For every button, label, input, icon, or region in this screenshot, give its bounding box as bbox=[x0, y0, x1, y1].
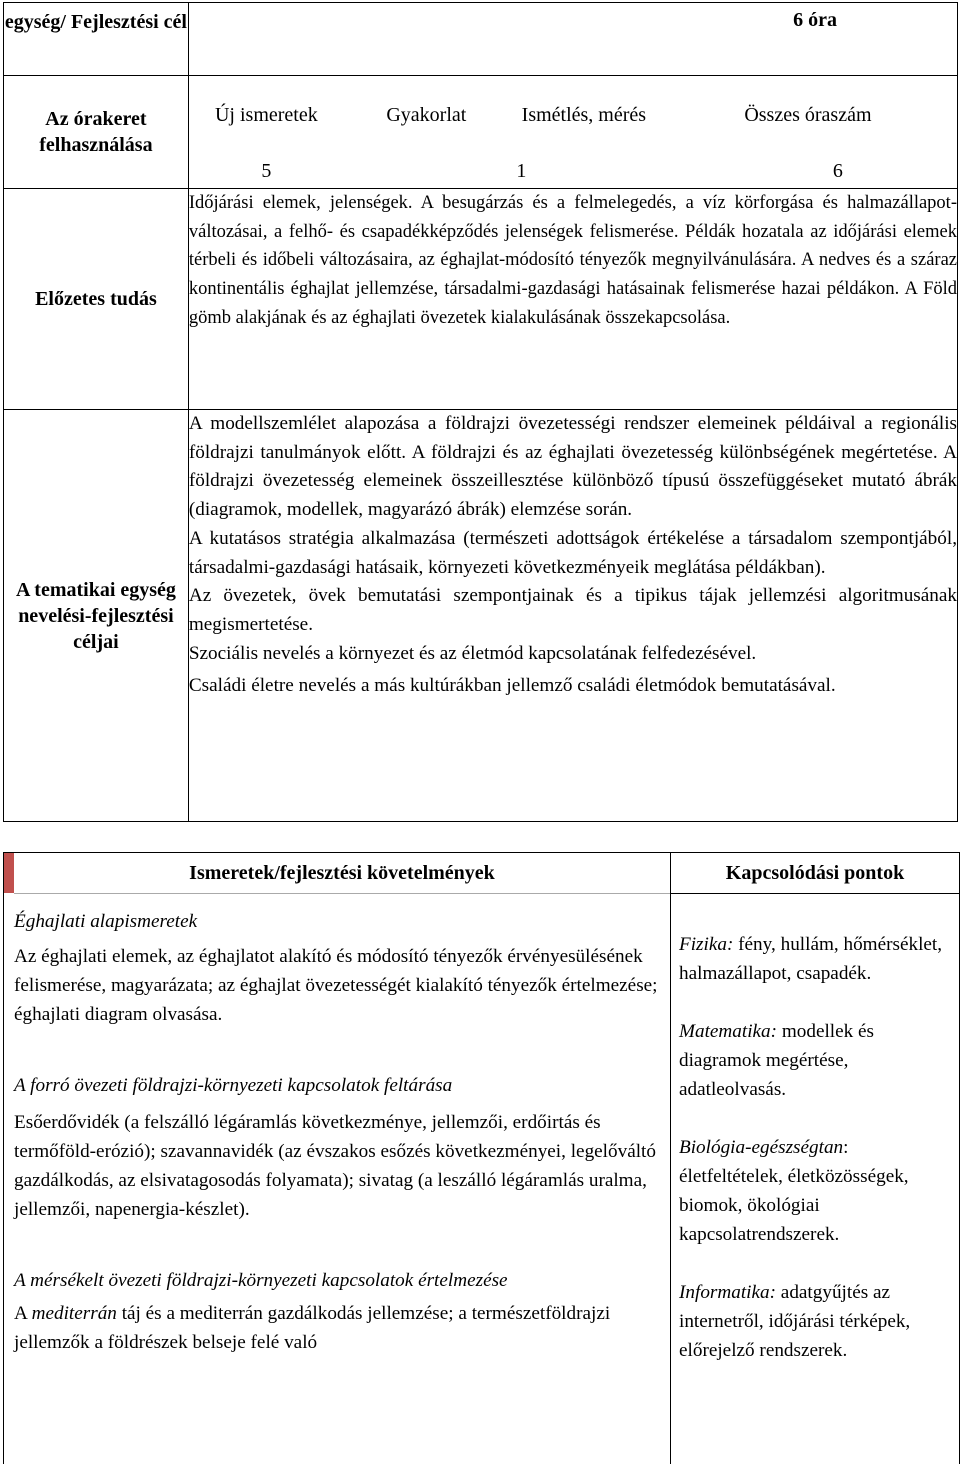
count-practice: 1 bbox=[516, 159, 527, 182]
goal-paragraph: Családi életre nevelés a más kultúrákban jellemző családi életmódok bemutatásával. bbox=[188, 675, 836, 697]
connection-biology: Biológia-egészségtan: életfeltételek, életközösségek, biomok, ökológiai kapcsolatrendszerek. bbox=[679, 1137, 909, 1245]
requirements-body bbox=[14, 894, 670, 1357]
section-text: Az éghajlati elemek, az éghajlatot alakító és módosító tényezők érvényesülésének felismerése, magyarázata; az éghajlat övezetességét kialakító tényezők értelmezése; éghajlati diagram olvasása. bbox=[14, 946, 658, 1025]
section-text: A mediterrán táj és a mediterrán gazdálkodás jellemzése; a természetföldrajzi jellemzők a földrészek belseje felé való bbox=[14, 1303, 611, 1353]
goals-cell bbox=[188, 410, 957, 822]
goal-paragraph: A kutatásos stratégia alkalmazása (természeti adottságok értékelése a társadalom szempontjából, társadalmi-gazdasági hatásaik, környezeti következményeik meglátása példákban). bbox=[188, 527, 957, 578]
hours-cell bbox=[188, 3, 957, 76]
header-new-knowledge: Új ismeretek bbox=[214, 104, 318, 126]
curriculum-header-table bbox=[3, 2, 958, 822]
prior-knowledge-label: Előzetes tudás bbox=[4, 189, 189, 410]
header-total: Összes óraszám bbox=[744, 104, 872, 126]
count-new-knowledge: 5 bbox=[261, 159, 272, 182]
connection-math: Matematika: modellek és diagramok megértése, adatleolvasás. bbox=[679, 1021, 875, 1100]
requirements-table bbox=[3, 852, 960, 1464]
connections-body bbox=[671, 894, 959, 1365]
hours-value: 6 óra bbox=[793, 9, 837, 31]
goal-paragraph: Szociális nevelés a környezet és az életmód kapcsolatának felfedezésével. bbox=[188, 642, 757, 664]
goal-paragraph: A modellszemlélet alapozása a földrajzi övezetességi rendszer elemeinek példáival a regionális földrajzi tanulmányok előtt. A földrajzi és az éghajlati övezetesség különbségének megértetése. A földrajzi övezetesség elemeinek összeillesztése különböző típusú összefüggéseket mutató ábrák (diagramok, modellek, magyarázó ábrák) elemzése során. bbox=[188, 413, 957, 521]
count-total: 6 bbox=[832, 159, 843, 182]
timeframe-subtable bbox=[189, 76, 957, 188]
connection-informatics: Informatika: adatgyűjtés az internetről, időjárási térképek, előrejelző rendszerek. bbox=[679, 1282, 911, 1361]
connections-header: Kapcsolódási pontok bbox=[671, 853, 959, 894]
goals-label: A tematikai egység nevelési-fejlesztési céljai bbox=[4, 410, 189, 822]
header-practice: Gyakorlat bbox=[386, 104, 467, 126]
timeframe-label: Az órakeret felhasználása bbox=[4, 76, 189, 189]
unit-label: egység/ Fejlesztési cél bbox=[4, 3, 189, 76]
section-title: A forró övezeti földrajzi-környezeti kapcsolatok feltárása bbox=[14, 1075, 453, 1096]
accent-bar bbox=[4, 853, 14, 893]
connections-column bbox=[671, 853, 959, 1365]
header-review: Ismétlés, mérés bbox=[521, 104, 647, 126]
requirements-column bbox=[14, 853, 670, 1357]
connection-physics: Fizika: fény, hullám, hőmérséklet, halmazállapot, csapadék. bbox=[679, 934, 943, 984]
section-text: Esőerdővidék (a felszálló légáramlás következménye, jellemzői, erdőirtás és termőföld-erózió); szavannavidék (az évszakos esőzés következményei, legelőváltó gazdálkodás, az elsivatagosodás folyamata); sivatag (a leszálló légáramlás uralma, jellemzői, napenergia-készlet). bbox=[14, 1112, 656, 1220]
section-title: A mérsékelt övezeti földrajzi-környezeti kapcsolatok értelmezése bbox=[14, 1270, 508, 1291]
requirements-header: Ismeretek/fejlesztési követelmények bbox=[14, 853, 670, 894]
timeframe-cell bbox=[188, 76, 957, 189]
section-title: Éghajlati alapismeretek bbox=[14, 911, 198, 932]
goal-paragraph: Az övezetek, övek bemutatási szempontjainak és a tipikus tájak jellemzési algoritmusának megismertetése. bbox=[188, 585, 957, 635]
prior-knowledge-text: Időjárási elemek, jelenségek. A besugárzás és a felmelegedés, a víz körforgása és halmazállapot-változásai, a felhő- és csapadékképződés jelenségek felismerése. Példák hozatala az időjárási elemek térbeli és időbeli változásaira, az éghajlat-módosító tényezők megnyilvánulására. A nedves és a száraz kontinentális éghajlat jellemzése, társadalmi-gazdasági hatásainak felismerése hazai példákon. A Föld gömb alakjának és az éghajlati övezetek kialakulásának összekapcsolása. bbox=[188, 189, 957, 410]
